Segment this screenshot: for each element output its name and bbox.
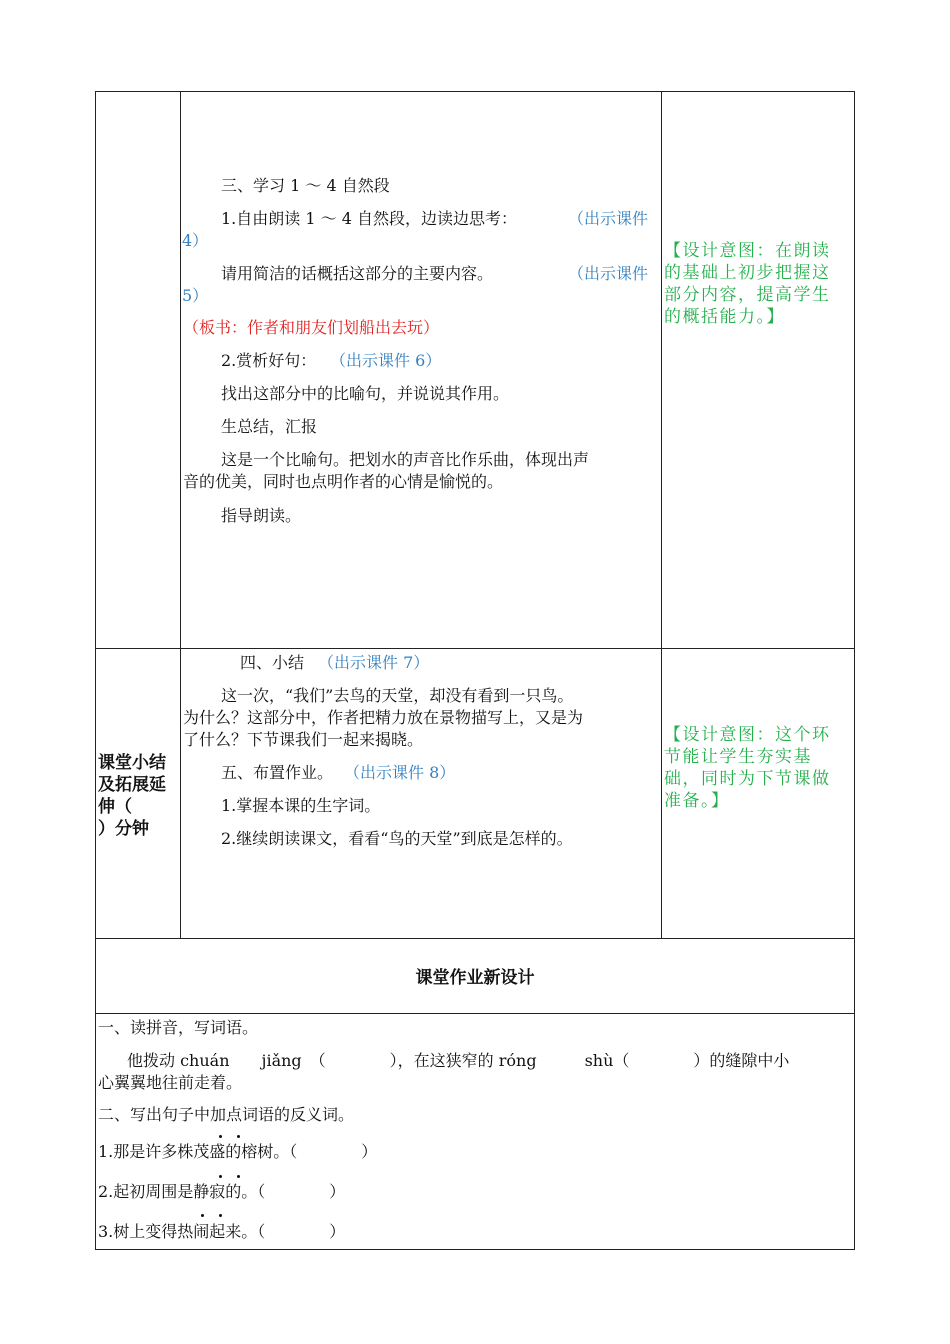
design-intent-2: 【设计意图：这个环 节能让学生夯实基 础，同时为下节课做 准备。】 <box>664 725 831 811</box>
emphasis-dot <box>219 1214 222 1217</box>
exercise-1-line-2: 心翼翼地往前走着。 <box>98 1073 243 1092</box>
summary-heading: 四、小结 <box>240 653 305 672</box>
student-report: 生总结，汇报 <box>221 417 318 436</box>
emphasis-dot <box>219 1175 222 1178</box>
homework-heading: 五、布置作业。 <box>221 763 334 782</box>
homework-item-2: 2.继续朗读课文，看看“鸟的天堂”到底是怎样的。 <box>221 829 573 848</box>
summary-para-2: 为什么？这部分中，作者把精力放在景物描写上，又是为 <box>183 708 584 727</box>
exercise-2-title: 二、写出句子中加点词语的反义词。 <box>98 1105 355 1124</box>
appreciate-heading: 2.赏析好句： <box>221 351 317 370</box>
row-divider-2 <box>96 938 854 939</box>
question-2: 请用简洁的话概括这部分的主要内容。 <box>221 264 494 283</box>
exercise-1-title: 一、读拼音，写词语。 <box>98 1018 259 1037</box>
summary-label: 课堂小结 及拓展延 伸（ ）分钟 <box>98 753 166 839</box>
summary-ref: （出示课件 7） <box>318 653 430 672</box>
question-1: 1.自由朗读 1 ～ 4 自然段，边读边思考： <box>221 209 517 228</box>
appreciate-ref: （出示课件 6） <box>330 351 442 370</box>
design-intent-1: 【设计意图：在朗读 的基础上初步把握这 部分内容，提高学生 的概括能力。】 <box>664 241 831 327</box>
homework-item-1: 1.掌握本课的生字词。 <box>221 796 381 815</box>
q1-ref: （出示课件 <box>568 209 649 228</box>
board-note: （板书：作者和朋友们划船出去玩） <box>183 318 440 337</box>
guide-reading: 指导朗读。 <box>221 506 302 525</box>
find-metaphor: 找出这部分中的比喻句，并说说其作用。 <box>221 384 510 403</box>
summary-para-1: 这一次，“我们”去鸟的天堂，却没有看到一只鸟。 <box>221 686 574 705</box>
learn-heading: 三、学习 1 ～ 4 自然段 <box>221 176 390 195</box>
row-divider-1 <box>96 648 854 649</box>
exercise-2-item-2: 2.起初周围是静寂的。（ ） <box>98 1182 346 1201</box>
emphasis-dot <box>219 1135 222 1138</box>
emphasis-dot <box>201 1214 204 1217</box>
homework-design-title: 课堂作业新设计 <box>415 968 535 988</box>
answer-line-1: 这是一个比喻句。把划水的声音比作乐曲，体现出声 <box>221 450 590 469</box>
answer-line-2: 音的优美，同时也点明作者的心情是愉悦的。 <box>183 472 504 491</box>
exercise-1-line-1: 他拨动 chuán jiǎng （ ），在这狭窄的 róng shù（ ）的缝隙中小 <box>127 1051 790 1070</box>
row-divider-3 <box>96 1013 854 1014</box>
col-divider-2 <box>661 92 662 938</box>
q2-ref-cont: 5） <box>182 286 209 305</box>
homework-ref: （出示课件 8） <box>344 763 456 782</box>
emphasis-dot <box>237 1175 240 1178</box>
q1-ref-cont: 4） <box>182 231 209 250</box>
emphasis-dot <box>237 1135 240 1138</box>
q2-ref: （出示课件 <box>568 264 649 283</box>
exercise-2-item-1: 1.那是许多株茂盛的榕树。（ ） <box>98 1142 378 1161</box>
col-divider-1 <box>180 92 181 938</box>
summary-para-3: 了什么？下节课我们一起来揭晓。 <box>183 730 424 749</box>
exercise-2-item-3: 3.树上变得热闹起来。（ ） <box>98 1222 346 1241</box>
